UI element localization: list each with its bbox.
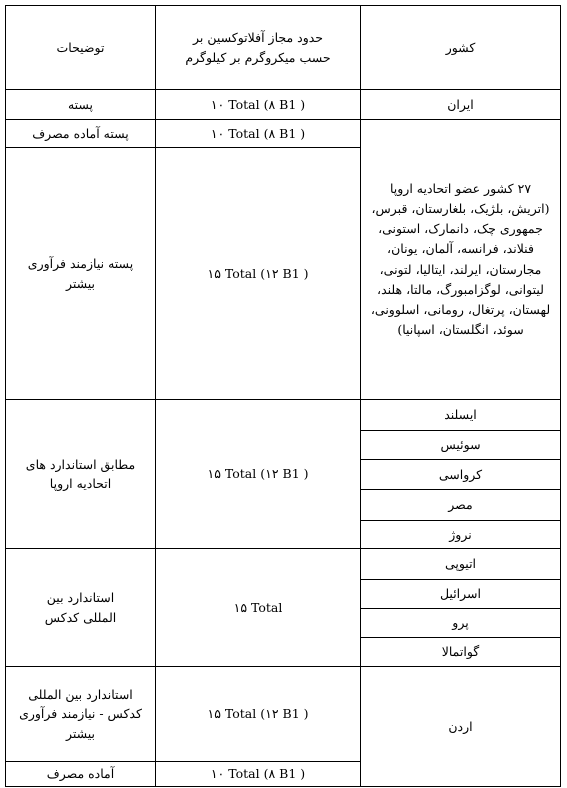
notes-cell: آماده مصرف [6, 762, 156, 787]
country-cell: اتیوپی [361, 549, 561, 580]
country-cell: گواتمالا [361, 638, 561, 667]
eu-countries-cell: ۲۷ کشور عضو اتحادیه اروپا (اتریش، بلژیک، بلغارستان، قبرس، جمهوری چک، دانمارک، استونی، فنلاند، فرانسه، آلمان، یونان، مجارستان، ایرلند، ایتالیا، لتونی، لیتوانی، لوگزامبورگ، مالتا، هلند، لهستان، پرتغال، رومانی، اسلوونی، سوئد، انگلستان، اسپانیا) [361, 120, 561, 400]
header-limit: حدود مجاز آفلاتوکسین بر حسب میکروگرم بر کیلوگرم [156, 6, 361, 90]
limit-cell: ۱۵ Total [156, 549, 361, 667]
notes-cell: پسته [6, 90, 156, 120]
country-cell: اسرائیل [361, 580, 561, 609]
table-row [6, 667, 561, 762]
aflatoxin-limits-table [5, 5, 561, 787]
header-country: کشور [361, 6, 561, 90]
country-cell: اردن [361, 667, 561, 787]
country-cell: ایران [361, 90, 561, 120]
notes-cell: پسته نیازمند فرآوری بیشتر [6, 148, 156, 400]
country-cell: ایسلند [361, 400, 561, 431]
table-row [6, 120, 561, 148]
country-cell: سوئیس [361, 431, 561, 460]
limit-cell: ۱۵ Total (۱۲ B1 ) [156, 148, 361, 400]
limit-cell: ۱۰ Total (۸ B1 ) [156, 90, 361, 120]
country-cell: مصر [361, 490, 561, 521]
header-notes: توضیحات [6, 6, 156, 90]
table-row [6, 549, 561, 580]
table-row [6, 90, 561, 120]
country-cell: نروژ [361, 521, 561, 549]
country-cell: پرو [361, 609, 561, 638]
table-row [6, 400, 561, 431]
limit-cell: ۱۵ Total (۱۲ B1 ) [156, 667, 361, 762]
notes-cell: استاندارد بین المللی کدکس [6, 549, 156, 667]
country-cell: کرواسی [361, 460, 561, 490]
limit-cell: ۱۰ Total (۸ B1 ) [156, 762, 361, 787]
notes-cell: پسته آماده مصرف [6, 120, 156, 148]
notes-cell: مطابق استاندارد های اتحادیه اروپا [6, 400, 156, 549]
limit-cell: ۱۰ Total (۸ B1 ) [156, 120, 361, 148]
limit-cell: ۱۵ Total (۱۲ B1 ) [156, 400, 361, 549]
header-row [6, 6, 561, 90]
notes-cell: استاندارد بین المللی کدکس - نیازمند فرآوری بیشتر [6, 667, 156, 762]
